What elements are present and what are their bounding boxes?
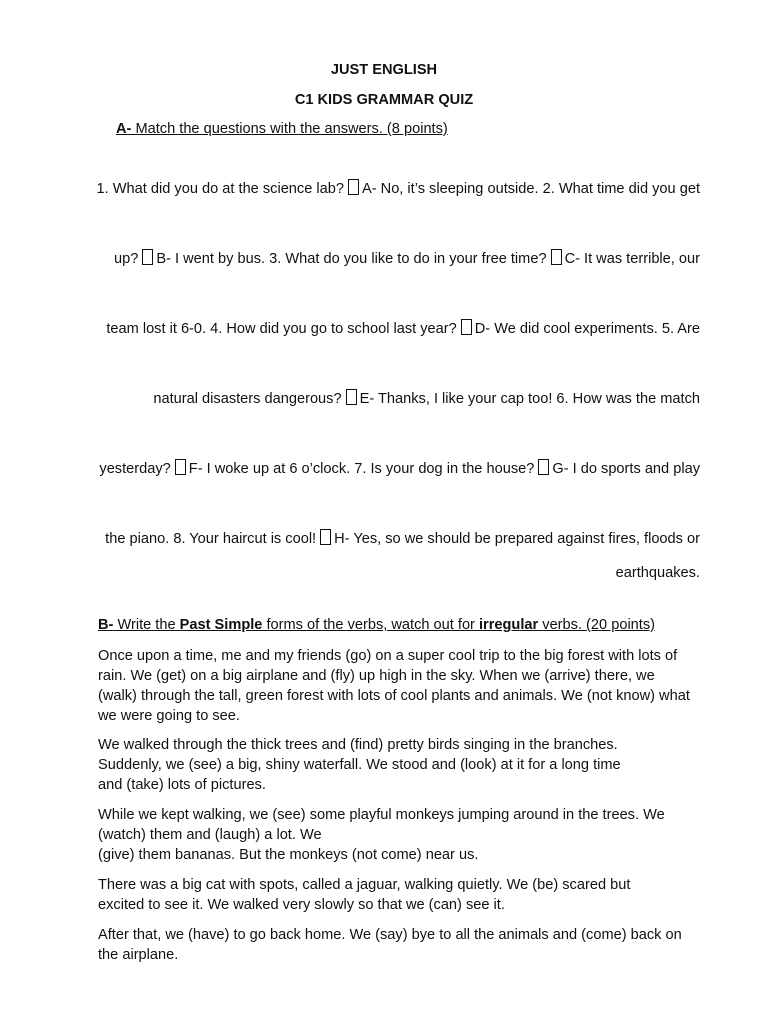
match-text: 1. What did you do at the science lab? [96,181,344,197]
story-line: After that, we (have) to go back home. We (say) bye to all the animals and (come) back on [98,927,682,943]
story-paragraph-2 [98,735,718,795]
match-text: C- It was terrible, our [564,251,700,267]
story-paragraph-1 [98,646,718,726]
match-line-1 [97,179,700,197]
match-text: D- We did cool experiments. 5. Are [474,321,700,337]
story-line: Once upon a time, me and my friends (go) on a super cool trip to the big forest with lots of [98,648,678,664]
school-title: JUST ENGLISH [330,62,438,78]
match-text: E- Thanks, I like your cap too! 6. How was the match [359,391,700,407]
story-line: (give) them bananas. But the monkeys (not come) near us. [98,847,479,863]
match-text: yesterday? [99,461,171,477]
match-text: up? [114,251,139,267]
story-paragraph-5 [98,925,718,965]
story-line: We walked through the thick trees and (find) pretty birds singing in the branches. [98,737,618,753]
quiz-title: C1 KIDS GRAMMAR QUIZ [294,92,474,108]
checkbox-icon[interactable] [348,179,359,195]
match-text: B- I went by bus. 3. What do you like to do in your free time? [156,251,547,267]
match-line-6 [105,529,700,547]
match-line-7 [616,565,700,581]
story-paragraph-4 [98,875,718,915]
section-b-bold-2: irregular [478,617,539,633]
checkbox-icon[interactable] [320,529,331,545]
story-line: the airplane. [98,947,179,963]
section-a-letter: A- [116,121,132,137]
match-text: the piano. 8. Your haircut is cool! [105,531,317,547]
match-line-2 [114,249,700,267]
match-line-5 [99,459,700,477]
checkbox-icon[interactable] [346,389,357,405]
section-a-heading [116,121,448,137]
match-line-4 [153,389,700,407]
story-line: excited to see it. We walked very slowly so that we (can) see it. [98,897,505,913]
section-b-instruction-1: Write the [117,617,176,633]
checkbox-icon[interactable] [551,249,562,265]
story-line: Suddenly, we (see) a big, shiny waterfall. We stood and (look) at it for a long time [98,757,621,773]
section-a-instruction: Match the questions with the answers. (8 points) [135,121,448,137]
story-paragraph-3 [98,805,718,865]
section-b-letter: B- [98,617,114,633]
match-line-3 [106,319,700,337]
story-line: and (take) lots of pictures. [98,777,266,793]
checkbox-icon[interactable] [538,459,549,475]
story-line: There was a big cat with spots, called a jaguar, walking quietly. We (be) scared but [98,877,631,893]
match-text: G- I do sports and play [552,461,700,477]
story-line: (walk) through the tall, green forest with lots of cool plants and animals. We (not know) what [98,688,690,704]
section-b-instruction-3: verbs. (20 points) [542,617,656,633]
story-line: While we kept walking, we (see) some playful monkeys jumping around in the trees. We [98,807,665,823]
match-text: F- I woke up at 6 o’clock. 7. Is your dog in the house? [188,461,535,477]
match-text: earthquakes. [615,565,700,581]
section-b-bold-1: Past Simple [179,617,263,633]
story-line: rain. We (get) on a big airplane and (fly) up high in the sky. When we (arrive) there, we [98,668,655,684]
section-b-heading [98,617,655,633]
match-text: H- Yes, so we should be prepared against fires, floods or [334,531,700,547]
checkbox-icon[interactable] [142,249,153,265]
story-line: (watch) them and (laugh) a lot. We [98,827,322,843]
checkbox-icon[interactable] [175,459,186,475]
checkbox-icon[interactable] [461,319,472,335]
story-line: we were going to see. [98,708,240,724]
match-text: natural disasters dangerous? [153,391,342,407]
match-text: A- No, it’s sleeping outside. 2. What time did you get [362,181,700,197]
match-text: team lost it 6-0. 4. How did you go to school last year? [106,321,457,337]
section-b-instruction-2: forms of the verbs, watch out for [266,617,475,633]
